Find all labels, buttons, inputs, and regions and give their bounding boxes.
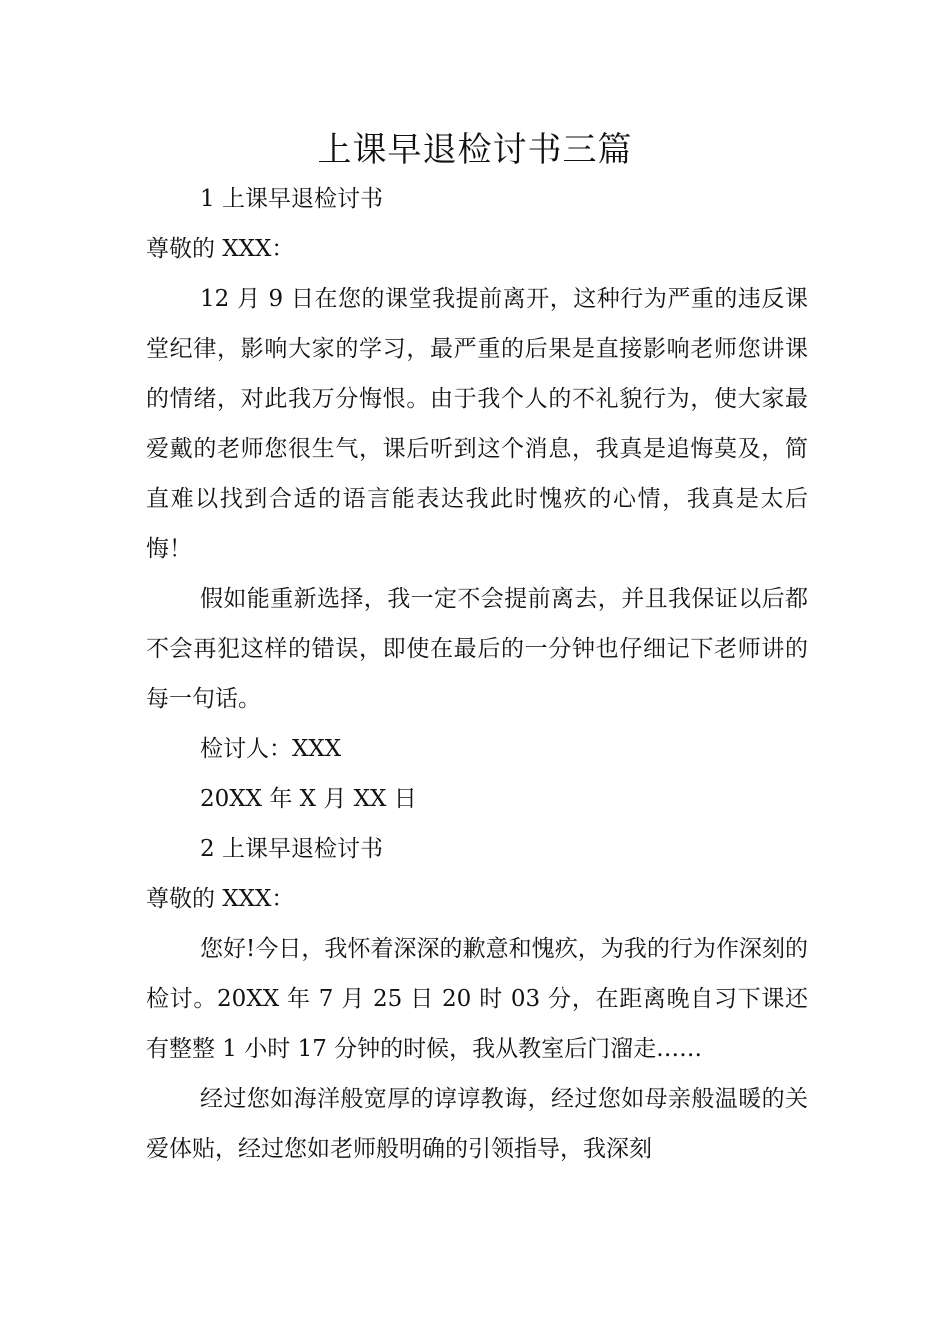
section-1-heading: 1 上课早退检讨书 [200, 186, 383, 212]
section-2-paragraph: 经过您如海洋般宽厚的谆谆教诲，经过您如母亲般温暖的关爱体贴，经过您如老师般明确的引领指导，我深刻 [146, 1086, 808, 1162]
document-body [146, 174, 808, 1174]
document-title: 上课早退检讨书三篇 [317, 130, 633, 170]
section-1-paragraph: 假如能重新选择，我一定不会提前离去，并且我保证以后都不会再犯这样的错误，即使在最后的一分钟也仔细记下老师讲的每一句话。 [146, 586, 808, 712]
section-2-salutation: 尊敬的 XXX： [146, 886, 295, 912]
section-1-salutation: 尊敬的 XXX： [146, 236, 295, 262]
section-1-paragraph: 12 月 9 日在您的课堂我提前离开，这种行为严重的违反课堂纪律，影响大家的学习，最严重的后果是直接影响老师您讲课的情绪，对此我万分悔恨。由于我个人的不礼貌行为，使大家最爱戴的老师您很生气，课后听到这个消息，我真是追悔莫及，简直难以找到合适的语言能表达我此时愧疚的心情，我真是太后悔！ [146, 286, 808, 562]
section-1-date: 20XX 年 X 月 XX 日 [200, 786, 417, 812]
section-2-paragraph: 您好!今日，我怀着深深的歉意和愧疚，为我的行为作深刻的检讨。20XX 年 7 月 25 日 20 时 03 分，在距离晚自习下课还有整整 1 小时 17 分钟的时候，我从教室后门溜走…… [146, 936, 808, 1062]
section-1-signer: 检讨人：XXX [200, 736, 342, 762]
section-2-heading: 2 上课早退检讨书 [200, 836, 383, 862]
